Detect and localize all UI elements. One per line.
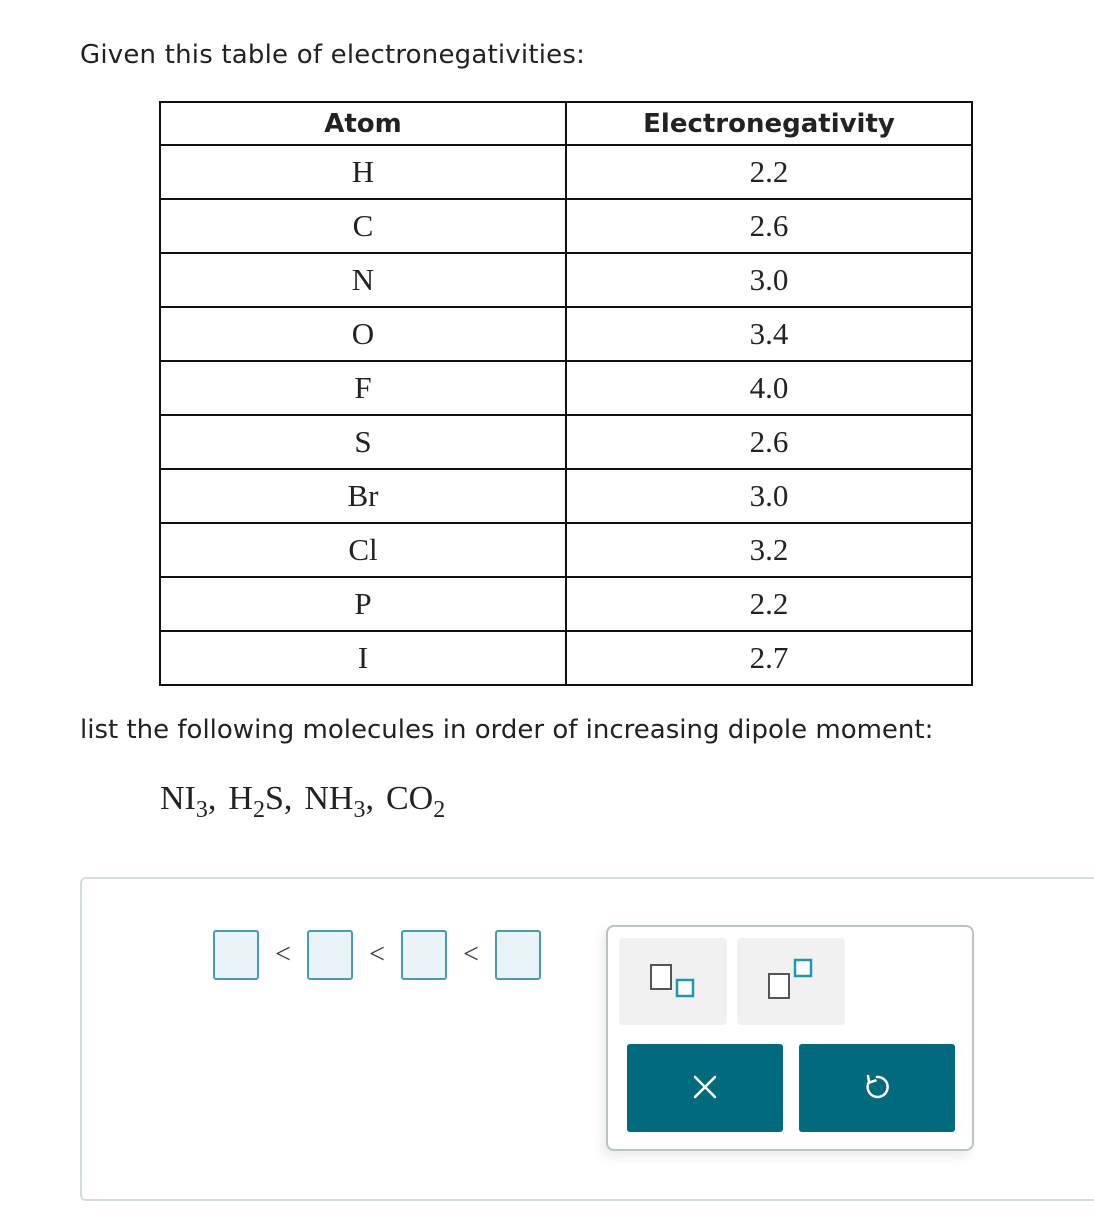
table-header-row <box>160 102 972 145</box>
atom-cell: F <box>160 361 566 415</box>
atom-cell: C <box>160 199 566 253</box>
electronegativity-cell: 2.7 <box>566 631 972 685</box>
electronegativity-cell: 3.4 <box>566 307 972 361</box>
question-text: list the following molecules in order of increasing dipole moment: <box>80 715 934 745</box>
intro-text: Given this table of electronegativities: <box>80 40 586 70</box>
answer-slots <box>213 930 541 980</box>
table-row <box>160 253 972 307</box>
molecule-base: NI <box>160 780 196 817</box>
subscript-icon <box>619 938 727 1025</box>
atom-cell: N <box>160 253 566 307</box>
atom-cell: Br <box>160 469 566 523</box>
superscript-icon <box>737 938 845 1025</box>
molecule-base: CO <box>385 780 434 817</box>
molecule-base: NH <box>304 780 354 817</box>
clear-button[interactable] <box>627 1044 783 1132</box>
table-row <box>160 469 972 523</box>
undo-icon <box>799 1044 955 1132</box>
less-than-sign: < <box>369 939 385 970</box>
less-than-sign: < <box>275 939 291 970</box>
electronegativity-cell: 4.0 <box>566 361 972 415</box>
table-row <box>160 199 972 253</box>
molecule-base: H <box>228 780 253 817</box>
less-than-sign: < <box>463 939 479 970</box>
molecule-tail: S <box>264 780 284 817</box>
table-row <box>160 577 972 631</box>
atom-cell: S <box>160 415 566 469</box>
electronegativity-cell: 3.0 <box>566 253 972 307</box>
math-toolbox <box>606 925 974 1151</box>
molecule-separator: , <box>207 780 217 817</box>
superscript-button[interactable] <box>737 938 845 1025</box>
electronegativity-table <box>159 101 973 686</box>
molecule-list <box>160 780 446 823</box>
table-row <box>160 145 972 199</box>
subscript-button[interactable] <box>619 938 727 1025</box>
molecule-subscript: 2 <box>433 797 446 823</box>
molecule-subscript: 3 <box>195 797 208 823</box>
molecule-co2 <box>385 780 446 823</box>
close-icon <box>627 1044 783 1132</box>
header-atom: Atom <box>160 102 566 145</box>
atom-cell: Cl <box>160 523 566 577</box>
electronegativity-cell: 2.2 <box>566 577 972 631</box>
table-row <box>160 361 972 415</box>
electronegativity-cell: 2.6 <box>566 199 972 253</box>
molecule-nh3 <box>304 780 366 823</box>
undo-button[interactable] <box>799 1044 955 1132</box>
answer-slot-4[interactable] <box>495 930 541 980</box>
header-electronegativity: Electronegativity <box>566 102 972 145</box>
table-row <box>160 631 972 685</box>
atom-cell: O <box>160 307 566 361</box>
atom-cell: H <box>160 145 566 199</box>
answer-slot-3[interactable] <box>401 930 447 980</box>
molecule-separator: , <box>365 780 374 817</box>
answer-slot-1[interactable] <box>213 930 259 980</box>
atom-cell: I <box>160 631 566 685</box>
atom-cell: P <box>160 577 566 631</box>
electronegativity-cell: 3.0 <box>566 469 972 523</box>
electronegativity-cell: 2.2 <box>566 145 972 199</box>
electronegativity-cell: 2.6 <box>566 415 972 469</box>
table-row <box>160 307 972 361</box>
table-row <box>160 415 972 469</box>
molecule-h2s <box>228 780 284 823</box>
table-row <box>160 523 972 577</box>
electronegativity-cell: 3.2 <box>566 523 972 577</box>
answer-slot-2[interactable] <box>307 930 353 980</box>
molecule-subscript: 3 <box>353 797 366 823</box>
molecule-separator: , <box>283 780 293 817</box>
molecule-ni3 <box>160 780 208 823</box>
molecule-subscript: 2 <box>252 797 265 823</box>
